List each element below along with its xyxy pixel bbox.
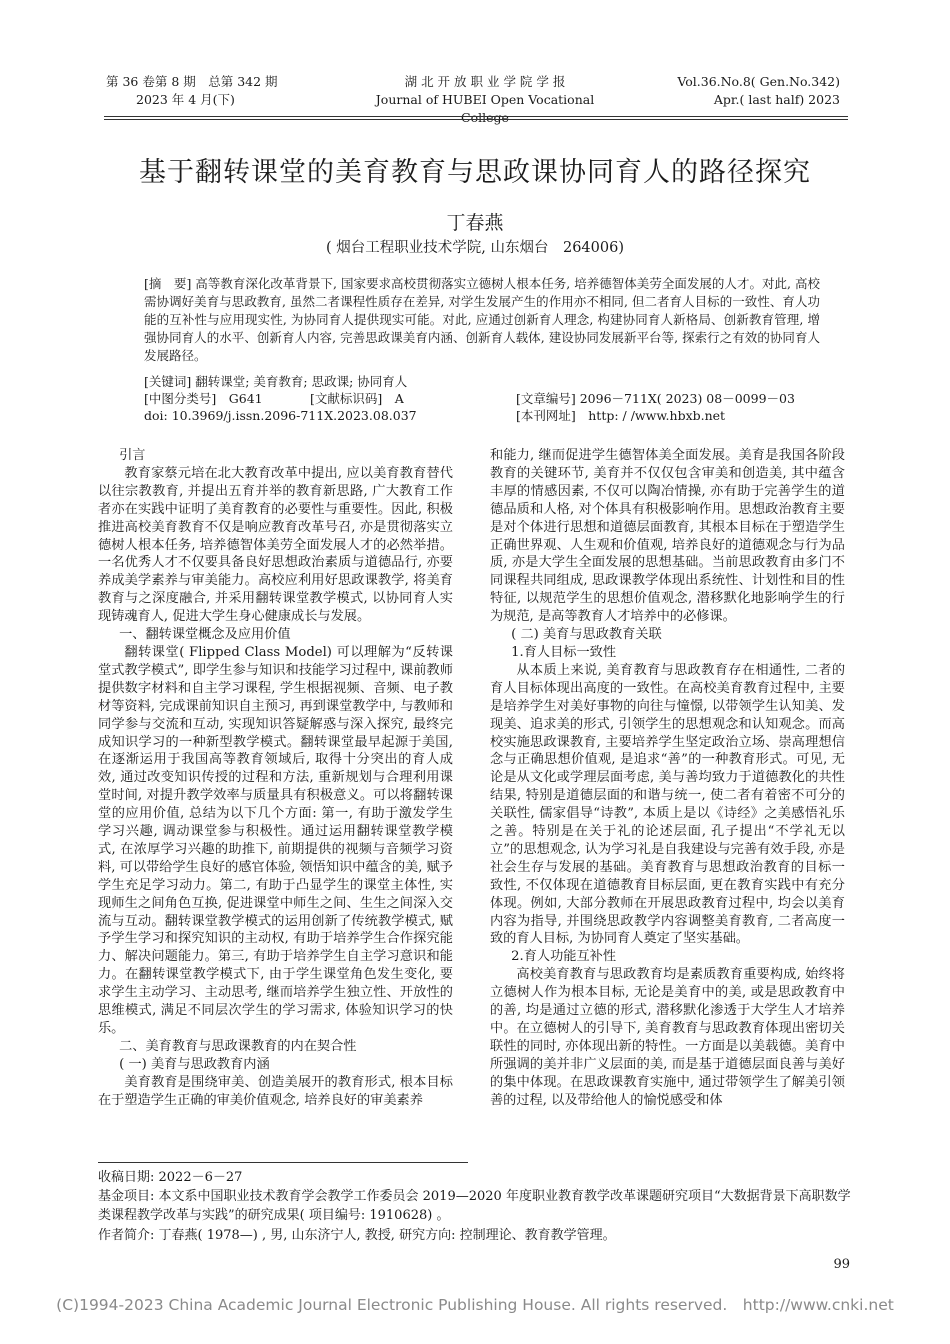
header-volume-issue: 第 36 卷第 8 期 总第 342 期 [106,74,278,89]
paragraph-goal-consistency: 从本质上来说, 美育教育与思政教育存在相通性, 二者的育人目标体现出高度的一致性。在高校美育教育过程中, 主要是培养学生对美好事物的向往与憧憬, 以带领学生认知美、发现美、追求美的形式, 引领学生的思想观念和认知观念。而高校实施思政课教育, 主要培养学生坚定政治立场、崇高理想信念与正确思想价值观, 是追求“善”的一种教育形式。可见, 无论是从文化或学理层面考虑, 美与善均致力于道德教化的共性结果, 特别是道德层面的和谐与统一, 使二者有着密不可分的关联性, 儒家倡导“诗教”, 本质上是以《诗经》之美感悟礼乐之善。特别是在关于礼的论述层面, 孔子提出“不学礼无以立”的思想观念, 认为学习礼是自我建设与完善有效手段, 亦是社会生存与发展的基础。美育教育与思想政治教育的目标一致性, 不仅体现在道德教育目标层面, 更在教育实践中有充分体现。例如, 大部分教师在开展思政教育过程中, 均会以美育内容为指导, 并围绕思政教学内容调整美育教育, 二者高度一致的育人目标, 为协同育人奠定了坚实基础。 [490,662,845,947]
paragraph-function-complementarity: 高校美育教育与思政教育均是素质教育重要构成, 始终将立德树人作为根本目标, 无论是美育中的美, 或是思政教育中的善, 均是通过立德的形式, 潜移默化渗透于大学生人才培养中。在立德树人的引导下, 美育教育与思政教育体现出密切关联性的同时, 亦体现出新的特性。一方面是以美载德。美育中所强调的美并非广义层面的美, 而是基于道德层面良善与美好的集中体现。在思政课教育实施中, 通过带领学生了解美引领善的过程, 以及带给他人的愉悦感受和体 [490,967,845,1108]
body-right-column [490,447,845,1110]
header-month-en: Apr.( last half) 2023 [713,92,840,107]
paragraph-continued: 和能力, 继而促进学生德智体美全面发展。美育是我国各阶段教育的关键环节, 美育并不仅仅包含审美和创造美, 其中蕴含丰厚的情感因素, 不仅可以陶冶情操, 亦有助于完善学生的道德品质和人格, 对个体具有积极影响作用。思想政治教育主要是对个体进行思想和道德层面教育, 其根本目标在于塑造学生正确世界观、人生观和价值观, 培养良好的道德观念与行为品质, 亦是大学生全面发展的思想基础。当前思政教育由多门不同课程共同组成, 思政课教学体现出系统性、计划性和目的性特征, 以规范学生的思想价值观念, 潜移默化地影响学生的行为规范, 是高等教育人才培养中的必修课。 [490,448,845,625]
header-rule-thick [104,116,848,117]
sub-heading-function-complementarity: 2.育人功能互补性 [511,949,617,965]
clc-number: [中图分类号] G641 [144,391,263,406]
header-vol-no: Vol.36.No.8( Gen.No.342) [677,74,840,89]
doi: doi: 10.3969/j.issn.2096-711X.2023.08.037 [144,408,417,423]
article-number: [文章编号] 2096－711X( 2023) 08－0099－03 [516,391,795,406]
body-left-column [98,447,453,1110]
subsection-heading-2-2: ( 二) 美育与思政教育关联 [511,627,662,643]
header-journal-en: Journal of HUBEI Open Vocational College [375,92,595,125]
paragraph-aesthetic-education: 美育教育是围绕审美、创造美展开的教育形式, 根本目标在于塑造学生正确的审美价值观念, 培养良好的审美素养 [98,1074,453,1108]
header-journal-cn: 湖 北 开 放 职 业 学 院 学 报 [404,74,566,89]
footnote-fund: 基金项目: 本文系中国职业技术教育学会教学工作委员会 2019—2020 年度职业教育教学改革课题研究项目“大数据背景下高职数学类课程教学改革与实践”的研究成果( 项目编号: 1910628) 。 [98,1189,851,1223]
article-title: 基于翻转课堂的美育教育与思政课协同育人的路径探究 [139,157,811,188]
sub-heading-goal-consistency: 1.育人目标一致性 [511,644,617,660]
document-code: [文献标识码] A [310,391,404,406]
section-heading-intro: 引言 [119,448,146,463]
copyright-notice: (C)1994-2023 China Academic Journal Electronic Publishing House. All rights reserved. http://www.cnki.net [56,1296,894,1314]
footnote-rule [98,1162,468,1163]
article-author: 丁春燕 [446,212,504,234]
footnote-author-bio: 作者简介: 丁春燕( 1978—) , 男, 山东济宁人, 教授, 研究方向: 控制理论、教育教学管理。 [98,1228,616,1243]
journal-website: [本刊网址] http: / /www.hbxb.net [516,408,726,423]
header-rule-thin [104,119,848,120]
paragraph-intro: 教育家蔡元培在北大教育改革中提出, 应以美育教育替代以往宗教教育, 并提出五育并举的教育新思路, 广大教育工作者亦在实践中证明了美育教育的必要性与重要性。因此, 积极推进高校美育教育不仅是响应教育改革号召, 亦是贯彻落实立德树人根本任务, 培养德智体美劳全面发展人才的必然举措。一名优秀人才不仅要具备良好思想政治素质与道德品行, 亦要养成美学素养与审美能力。高校应利用好思政课教学, 将美育教育与之深度融合, 并采用翻转课堂教学模式, 以协同育人实现铸魂育人, 促进大学生身心健康成长与发展。 [98,465,453,625]
page-number: 99 [833,1257,850,1272]
article-affiliation: ( 烟台工程职业技术学院, 山东烟台 264006) [326,240,624,256]
subsection-heading-2-1: ( 一) 美育与思政教育内涵 [119,1056,270,1072]
keywords: [关键词] 翻转课堂; 美育教育; 思政课; 协同育人 [144,374,408,389]
section-heading-1: 一、翻转课堂概念及应用价值 [119,627,291,643]
abstract: [摘 要] 高等教育深化改革背景下, 国家要求高校贯彻落实立德树人根本任务, 培养德智体美劳全面发展的人才。对此, 高校需协调好美育与思政教育, 虽然二者课程性质存在差异, 对学生发展产生的作用亦不相同, 但二者育人目标的一致性、育人功能的互补性与应用现实性, 为协同育人提供现实可能。对此, 应通过创新育人理念, 构建协同育人新格局、创新教育管理, 增强协同育人的水平、创新育人内容, 完善思政课美育内涵、创新育人载体, 建设协同发展新平台等, 探索行之有效的协同育人发展路径。 [144,276,820,363]
paragraph-flipped-classroom: 翻转课堂( Flipped Class Model) 可以理解为“反转课堂式教学模式”, 即学生参与知识和技能学习过程中, 课前教师提供数字材料和自主学习课程, 学生根据视频、音频、电子教材等资料, 完成课前知识自主预习, 再到课堂教学中, 与教师和同学参与交流和互动, 实现知识答疑解惑与深入探究, 最终完成知识学习的一种新型教学模式。翻转课堂最早起源于美国, 在逐渐运用于我国高等教育领域后, 取得十分突出的育人成效, 通过改变知识传授的过程和方法, 重新规划与合理利用课堂时间, 对提升教学效率与质量具有积极意义。可以将翻转课堂的应用价值, 总结为以下几个方面: 第一, 有助于激发学生学习兴趣, 调动课堂参与积极性。通过运用翻转课堂教学模式, 在浓厚学习兴趣的助推下, 前期提供的视频与音频学习资料, 可以带给学生良好的感官体验, 领悟知识中蕴含的美, 赋予学生充足学习动力。第二, 有助于凸显学生的课堂主体性, 实现师生之间角色互换, 促进课堂中师生之间、生生之间深入交流与互动。翻转课堂教学模式的运用创新了传统教学模式, 赋予学生学习和探究知识的主动权, 有助于培养学生合作探究能力、解决问题能力。第三, 有助于培养学生自主学习意识和能力。在翻转课堂教学模式下, 由于学生课堂角色发生变化, 要求学生主动学习、主动思考, 继而培养学生独立性、开放性的思维模式, 满足不同层次学生的学习需求, 体验知识学习的快乐。 [98,644,453,1036]
header-volume-info [106,73,278,109]
header-date: 2023 年 4 月(下) [136,92,235,107]
header-volume-en [660,73,840,109]
footnote-received: 收稿日期: 2022－6－27 [98,1170,243,1185]
section-heading-2: 二、美育教育与思政课教育的内在契合性 [119,1038,357,1054]
